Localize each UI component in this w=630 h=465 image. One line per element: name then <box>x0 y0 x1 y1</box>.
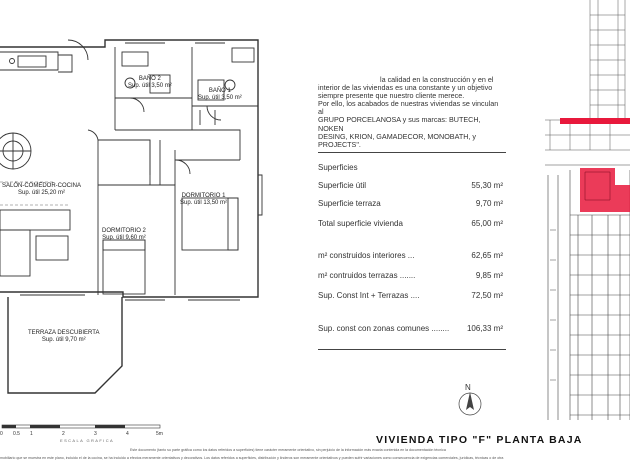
row-label: m² construidos interiores ... <box>318 251 415 260</box>
room-dormitorio1 <box>180 193 227 207</box>
table-row <box>318 251 506 263</box>
surfaces-heading <box>318 163 506 175</box>
scale-tick: 2 <box>62 431 65 437</box>
scale-tick: 0 <box>0 431 3 437</box>
scale-tick: 5m <box>156 431 163 437</box>
row-value: 9,85 m² <box>475 271 503 280</box>
row-value: 55,30 m² <box>471 181 503 190</box>
footnote: mobiliario que se muestra en este plano, incluido el de la cocina, se ha incluido a efectos meramente orientativos y decorativos. Los datos referidos a superficies, distribución y linderos son meramente orientativos y pueden sufrir variaciones como consecuencia de exigencias comerciales, jurídicas, técnicas o de otra <box>0 456 504 460</box>
row-label: Superficie útil <box>318 181 367 190</box>
row-value: 106,33 m² <box>466 324 503 333</box>
room-terraza-area: Sup. útil 9,70 m² <box>41 337 86 343</box>
intro-line: DESING, KRION, GAMADECOR, MONOBATH, y PROJECTS". <box>318 131 477 149</box>
footnote: Este documento (tanto su parte gráfica como los datos referidos a superficies) tiene carácter meramente orientativo, sin perjuicio de la información más exacta contenida en la documentación técnica <box>130 448 446 452</box>
floor-plan <box>0 0 330 420</box>
room-salon-area: Sup. útil 25,20 m² <box>17 190 66 196</box>
intro-line: siempre presente que nuestro cliente merece. <box>318 91 465 101</box>
intro-line: la calidad en la construcción y en el <box>380 75 494 84</box>
intro-line: Por ello, los acabados de nuestras viviendas se vinculan al <box>318 99 499 117</box>
room-bano2 <box>128 76 172 90</box>
table-rule <box>318 349 506 350</box>
row-label: Sup. Const Int + Terrazas .... <box>318 291 420 300</box>
intro-line: interior de las viviendas es una constante y un objetivo <box>318 83 493 93</box>
room-terraza-name: TERRAZA DESCUBIERTA <box>28 330 100 336</box>
row-value: 65,00 m² <box>471 219 503 228</box>
highlight-level <box>560 118 630 124</box>
room-dormitorio2-name: DORMITORIO 2 <box>102 228 146 234</box>
room-bano1-name: BAÑO 1 <box>208 88 231 94</box>
table-rule <box>318 152 506 153</box>
table-row <box>318 199 506 211</box>
room-bano1 <box>198 88 242 102</box>
row-value: 9,70 m² <box>475 199 503 208</box>
intro-text <box>318 76 504 149</box>
room-dormitorio1-name: DORMITORIO 1 <box>181 193 226 199</box>
table-row <box>318 324 506 336</box>
row-label: Sup. const con zonas comunes ........ <box>318 324 450 333</box>
north-label: N <box>465 383 471 392</box>
room-bano2-name: BAÑO 2 <box>138 76 161 82</box>
table-row <box>318 291 506 303</box>
intro-line: GRUPO PORCELANOSA y sus marcas: BUTECH, NOKEN <box>318 115 481 133</box>
row-label: Total superficie vivienda <box>318 219 403 228</box>
room-bano1-area: Sup. útil 3,50 m² <box>198 95 242 101</box>
row-value: 72,50 m² <box>471 291 503 300</box>
scale-tick: 0.5 <box>13 431 20 437</box>
scale-bar <box>0 422 175 434</box>
scale-tick: 4 <box>126 431 129 437</box>
room-dormitorio2 <box>102 228 146 242</box>
room-salon <box>2 183 81 197</box>
page-title: VIVIENDA TIPO "F" PLANTA BAJA <box>376 434 583 446</box>
building-elevation-and-site-plan <box>530 0 630 432</box>
table-row <box>318 271 506 283</box>
room-salon-name: SALÓN-COMEDOR-COCINA <box>2 183 82 189</box>
row-label: m² contruidos terrazas ....... <box>318 271 416 280</box>
row-label: Superficie terraza <box>318 199 381 208</box>
table-row <box>318 219 506 231</box>
surfaces-heading-text: Superficies <box>318 163 358 172</box>
table-row <box>318 181 506 193</box>
row-value: 62,65 m² <box>471 251 503 260</box>
room-dormitorio2-area: Sup. útil 9,60 m² <box>102 235 146 241</box>
room-bano2-area: Sup. útil 3,50 m² <box>128 83 172 89</box>
room-terraza <box>28 330 99 344</box>
highlight-unit <box>580 168 630 212</box>
scale-tick: 1 <box>30 431 33 437</box>
room-dormitorio1-area: Sup. útil 13,50 m² <box>180 200 228 206</box>
scale-caption: ESCALA GRAFICA <box>60 438 115 443</box>
scale-tick: 3 <box>94 431 97 437</box>
